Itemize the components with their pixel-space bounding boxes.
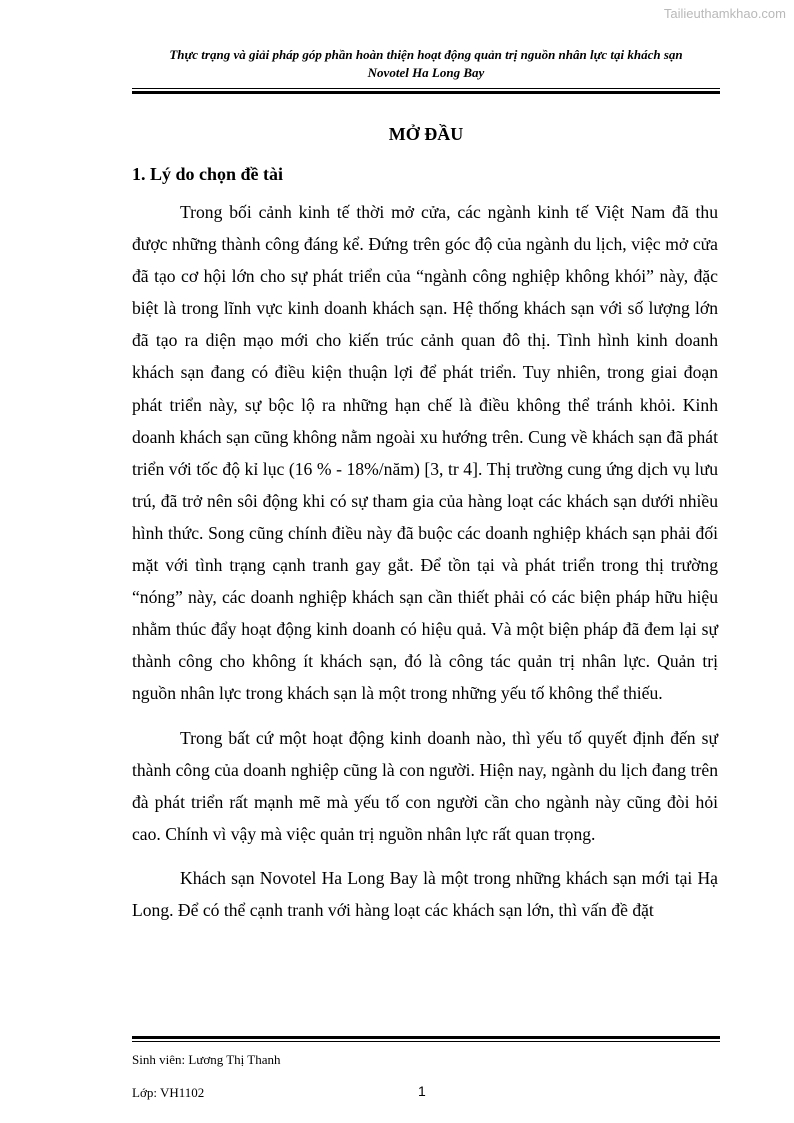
page-number: 1 (418, 1083, 426, 1099)
page-title: MỞ ĐẦU (388, 124, 464, 144)
section-heading: 1. Lý do chọn đề tài (132, 164, 284, 184)
paragraph-3: Khách sạn Novotel Ha Long Bay là một trong những khách sạn mới tại Hạ Long. Để có thể cạnh tranh với hàng loạt các khách sạn lớn, thì vấn đề đặt (132, 867, 718, 920)
header-line-1: Thực trạng và giải pháp góp phần hoàn thiện hoạt động quản trị nguồn nhân lực tại khách sạn (169, 47, 683, 62)
footer-student: Sinh viên: Lương Thị Thanh (132, 1052, 281, 1067)
header-rule (132, 88, 720, 94)
paragraph-1: Trong bối cảnh kinh tế thời mở cửa, các ngành kinh tế Việt Nam đã thu được những thành công đáng kể. Đứng trên góc độ của ngành du lịch, việc mở cửa đã tạo cơ hội lớn cho sự phát triển của “ngành công nghiệp không khói” này, đặc biệt là trong lĩnh vực kinh doanh khách sạn. Hệ thống khách sạn với số lượng lớn đã tạo ra diện mạo mới cho kiến trúc cảnh quan đô thị. Tình hình kinh doanh khách sạn đang có điều kiện thuận lợi để phát triển. Tuy nhiên, trong giai đoạn phát triển này, sự bộc lộ ra những hạn chế là điều không thể tránh khỏi. Kinh doanh khách sạn cũng không nằm ngoài xu hướng trên. Cung về khách sạn đã phát triển với tốc độ kỉ lục (16 % - 18%/năm) [3, tr 4]. Thị trường cung ứng dịch vụ lưu trú, đã trở nên sôi động khi có sự tham gia của hàng loạt các khách sạn dưới nhiều hình thức. Song cũng chính điều này đã buộc các doanh nghiệp khách sạn phải đối mặt với tình trạng cạnh tranh gay gắt. Để tồn tại và phát triển trong thị trường “nóng” này, các doanh nghiệp khách sạn cần thiết phải có các biện pháp hữu hiệu nhằm thúc đẩy hoạt động kinh doanh có hiệu quả. Và một biện pháp đã đem lại sự thành công cho không ít khách sạn, đó là công tác quản trị nhân lực. Quản trị nguồn nhân lực trong khách sạn là một trong những yếu tố không thể thiếu. (132, 202, 718, 704)
body-text (132, 196, 718, 938)
footer-class: Lớp: VH1102 (132, 1085, 205, 1100)
header-line-2: Novotel Ha Long Bay (367, 65, 485, 80)
footer-rule (132, 1036, 720, 1042)
paragraph-2: Trong bất cứ một hoạt động kinh doanh nào, thì yếu tố quyết định đến sự thành công của doanh nghiệp cũng là con người. Hiện nay, ngành du lịch đang trên đà phát triển rất mạnh mẽ mà yếu tố con người cần cho ngành này cũng đòi hỏi cao. Chính vì vậy mà việc quản trị nguồn nhân lực rất quan trọng. (132, 727, 718, 844)
watermark: Tailieuthamkhao.com (663, 6, 786, 21)
running-header (132, 46, 720, 82)
